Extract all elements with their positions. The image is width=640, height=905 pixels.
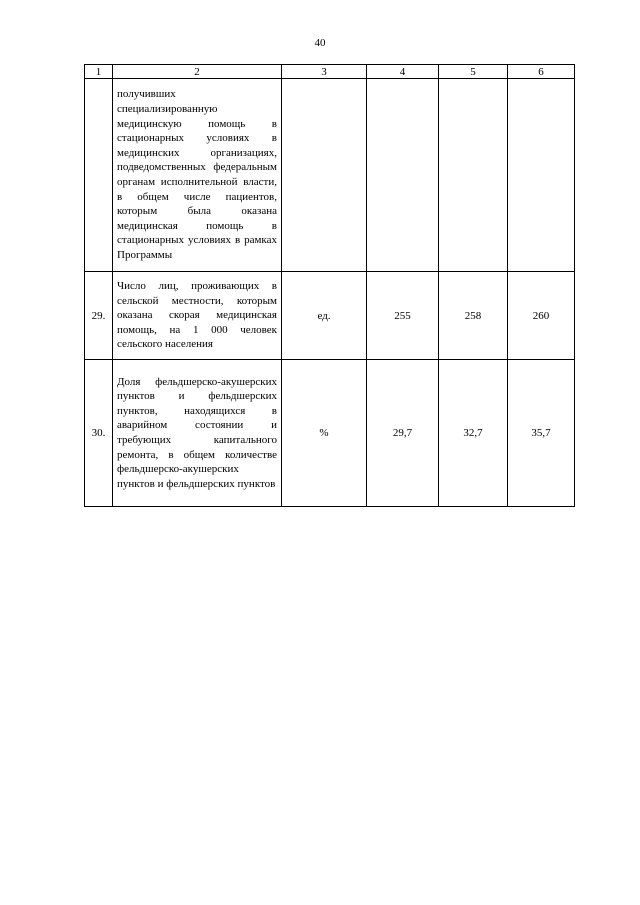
value-cell: 35,7 xyxy=(508,360,575,507)
row-number xyxy=(85,79,113,272)
unit-cell xyxy=(282,79,367,272)
table-header xyxy=(85,65,575,79)
value-cell: 258 xyxy=(439,272,508,360)
column-header: 5 xyxy=(439,65,508,79)
row-number: 29. xyxy=(85,272,113,360)
table-body xyxy=(85,79,575,507)
row-number: 30. xyxy=(85,360,113,507)
column-header: 6 xyxy=(508,65,575,79)
column-header: 3 xyxy=(282,65,367,79)
table-row xyxy=(85,79,575,272)
value-cell xyxy=(367,79,439,272)
value-cell: 32,7 xyxy=(439,360,508,507)
value-cell xyxy=(439,79,508,272)
column-header: 1 xyxy=(85,65,113,79)
value-cell: 260 xyxy=(508,272,575,360)
value-cell xyxy=(508,79,575,272)
indicators-table xyxy=(84,64,575,507)
column-header: 4 xyxy=(367,65,439,79)
value-cell: 255 xyxy=(367,272,439,360)
table-row xyxy=(85,360,575,507)
indicator-text: Число лиц, проживающих в сельской местности, которым оказана скорая медицинская помощь, на 1 000 человек сельского населения xyxy=(113,272,282,360)
unit-cell: % xyxy=(282,360,367,507)
page-number: 40 xyxy=(314,37,326,49)
column-header: 2 xyxy=(113,65,282,79)
table-row xyxy=(85,272,575,360)
indicator-text: получивших специализированную медицинскую помощь в стационарных условиях в медицинских организациях, подведомственных федеральным органам исполнительной власти, в общем числе пациентов, которым была оказана медицинская помощь в стационарных условиях в рамках Программы xyxy=(113,79,282,272)
value-cell: 29,7 xyxy=(367,360,439,507)
header-row xyxy=(85,65,575,79)
indicator-text: Доля фельдшерско-акушерских пунктов и фельдшерских пунктов, находящихся в аварийном состоянии и требующих капитального ремонта, в общем количестве фельдшерско-акушерских пунктов и фельдшерских пунктов xyxy=(113,360,282,507)
unit-cell: ед. xyxy=(282,272,367,360)
